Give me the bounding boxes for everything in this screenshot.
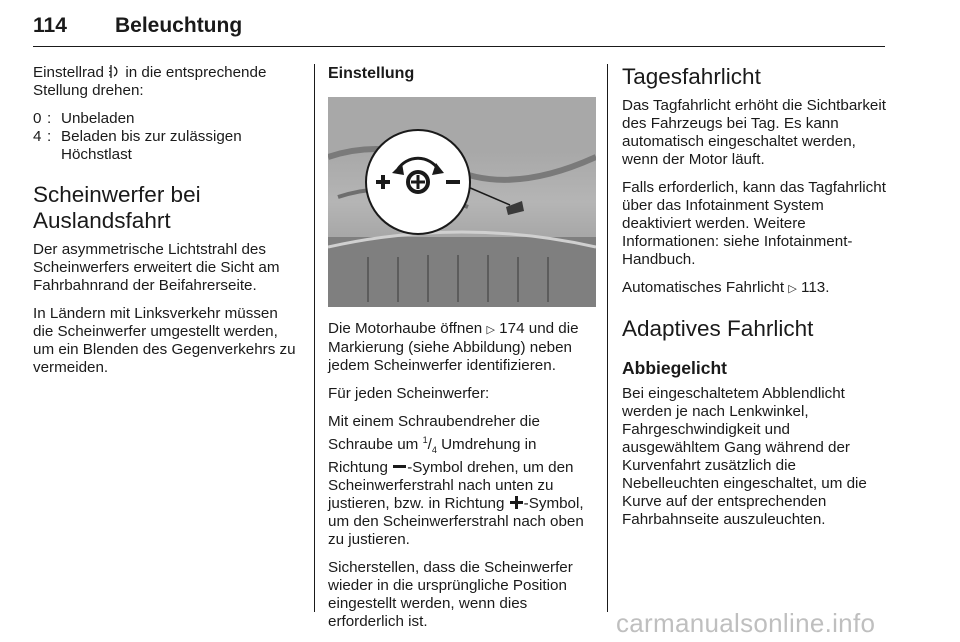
plus-symbol-icon <box>510 496 523 509</box>
page-ref-arrow-icon: ▷ <box>788 283 797 295</box>
paragraph: Automatisches Fahrlicht ▷ 113. <box>622 279 830 296</box>
chapter-title: Beleuchtung <box>115 14 243 37</box>
column-divider <box>314 64 315 612</box>
headlight-adjustment-illustration <box>328 97 596 307</box>
column-2 <box>328 64 596 641</box>
column-divider <box>607 64 608 612</box>
subheading-abbiegelicht: Abbiegelicht <box>622 358 728 378</box>
column-3 <box>622 64 890 539</box>
minus-symbol-icon <box>393 465 406 468</box>
section-title-tagesfahrlicht: Tagesfahrlicht <box>622 64 761 89</box>
fraction: $^1/_4$ <box>422 435 437 456</box>
paragraph: Das Tagfahrlicht erhöht die Sichtbarkeit des Fahrzeugs bei Tag. Es kann automatisch eingeschaltet werden, wenn der Motor läuft. <box>622 97 886 168</box>
paragraph: Mit einem Schraubendreher die Schraube um $^1/_4$ Umdrehung in Richtung -Symbol drehen, um den Scheinwerferstrahl nach unten zu justieren, bzw. in Richtung -Symbol, um den Scheinwerferstrahl nach oben zu justieren. <box>328 413 584 549</box>
section-title-auslandsfahrt: Scheinwerfer bei Auslandsfahrt <box>33 182 201 233</box>
paragraph: Der asymmetrische Lichtstrahl des Scheinwerfers erweitert die Sicht am Fahrbahnrand der Beifahrerseite. <box>33 241 280 294</box>
paragraph: In Ländern mit Linksverkehr müssen die Scheinwerfer umgestellt werden, um ein Blenden des Gegenverkehrs zu vermeiden. <box>33 305 296 376</box>
thumbwheel-icon <box>108 64 121 79</box>
watermark: carmanualsonline.info <box>616 608 876 638</box>
page-header <box>33 6 885 47</box>
paragraph: Falls erforderlich, kann das Tagfahrlicht über das Infotainment System deaktiviert werden. Weitere Informationen: siehe Infotainment-Handbuch. <box>622 179 886 268</box>
page-ref-arrow-icon: ▷ <box>486 324 495 336</box>
section-title-adaptives-fahrlicht: Adaptives Fahrlicht <box>622 316 814 341</box>
column-1 <box>33 64 301 387</box>
paragraph: Für jeden Scheinwerfer: <box>328 385 490 402</box>
list-item: 4 : Beladen bis zur zulässigen Höchstlast <box>33 128 242 163</box>
list-item: 0 : Unbeladen <box>33 110 135 127</box>
heading-einstellung: Einstellung <box>328 65 415 82</box>
load-list <box>33 110 301 164</box>
paragraph: Sicherstellen, dass die Scheinwerfer wieder in die ursprüngliche Position eingestellt werden, wenn dies erforderlich ist. <box>328 559 573 631</box>
paragraph: Bei eingeschaltetem Abblendlicht werden je nach Lenkwinkel, Fahrgeschwindigkeit und ausgewähltem Gang während der Kurvenfahrt zusätzlich die Nebelleuchten eingeschaltet, um die Kurve auf der entsprechenden Fahrbahnseite auszuleuchten. <box>622 385 867 528</box>
page-number: 114 <box>33 14 67 37</box>
intro-paragraph: Einstellrad in die entsprechende Stellung drehen: <box>33 64 267 99</box>
paragraph: Die Motorhaube öffnen ▷ 174 und die Markierung (siehe Abbildung) neben jedem Scheinwerfer identifizieren. <box>328 320 579 374</box>
